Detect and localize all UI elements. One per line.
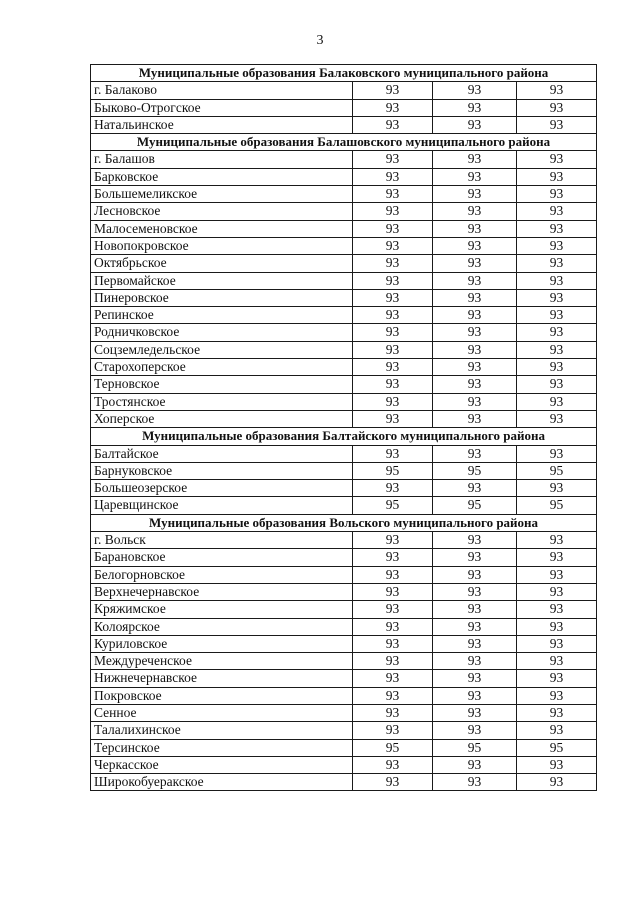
value-cell-1: 93 — [353, 445, 433, 462]
value-cell-3: 93 — [517, 549, 597, 566]
table-row — [91, 687, 597, 704]
municipality-name: Натальинское — [91, 116, 353, 133]
table-row — [91, 99, 597, 116]
municipality-name: Терновское — [91, 376, 353, 393]
table-row — [91, 359, 597, 376]
table-row — [91, 186, 597, 203]
table-row — [91, 168, 597, 185]
value-cell-2: 93 — [433, 359, 517, 376]
value-cell-1: 93 — [353, 237, 433, 254]
value-cell-1: 93 — [353, 186, 433, 203]
value-cell-2: 93 — [433, 255, 517, 272]
value-cell-3: 93 — [517, 393, 597, 410]
municipality-name: Соцземледельское — [91, 341, 353, 358]
value-cell-2: 93 — [433, 341, 517, 358]
value-cell-3: 93 — [517, 601, 597, 618]
table-row — [91, 583, 597, 600]
value-cell-2: 93 — [433, 307, 517, 324]
value-cell-3: 93 — [517, 82, 597, 99]
table-row — [91, 774, 597, 791]
municipality-name: Старохоперское — [91, 359, 353, 376]
value-cell-1: 93 — [353, 774, 433, 791]
value-cell-1: 93 — [353, 549, 433, 566]
value-cell-1: 95 — [353, 739, 433, 756]
municipality-name: Покровское — [91, 687, 353, 704]
table-row — [91, 324, 597, 341]
value-cell-2: 93 — [433, 653, 517, 670]
value-cell-1: 93 — [353, 653, 433, 670]
value-cell-1: 93 — [353, 566, 433, 583]
value-cell-3: 93 — [517, 410, 597, 427]
table-row — [91, 272, 597, 289]
value-cell-2: 95 — [433, 462, 517, 479]
value-cell-2: 93 — [433, 237, 517, 254]
value-cell-1: 93 — [353, 203, 433, 220]
value-cell-2: 93 — [433, 289, 517, 306]
municipality-name: Быково-Отрогское — [91, 99, 353, 116]
value-cell-2: 93 — [433, 566, 517, 583]
section-title: Муниципальные образования Балашовского муниципального района — [91, 134, 597, 151]
value-cell-3: 93 — [517, 756, 597, 773]
municipality-name: Черкасское — [91, 756, 353, 773]
value-cell-2: 93 — [433, 445, 517, 462]
value-cell-2: 93 — [433, 186, 517, 203]
table-row — [91, 220, 597, 237]
table-row — [91, 116, 597, 133]
value-cell-3: 93 — [517, 618, 597, 635]
value-cell-3: 93 — [517, 203, 597, 220]
municipality-name: Белогорновское — [91, 566, 353, 583]
municipality-name: Широкобуеракское — [91, 774, 353, 791]
table-row — [91, 670, 597, 687]
table-row — [91, 255, 597, 272]
value-cell-3: 93 — [517, 220, 597, 237]
value-cell-2: 95 — [433, 497, 517, 514]
municipality-name: Барнуковское — [91, 462, 353, 479]
value-cell-1: 93 — [353, 168, 433, 185]
value-cell-1: 93 — [353, 324, 433, 341]
value-cell-2: 93 — [433, 480, 517, 497]
municipality-name: Талалихинское — [91, 722, 353, 739]
value-cell-3: 93 — [517, 653, 597, 670]
value-cell-1: 93 — [353, 480, 433, 497]
municipality-name: Репинское — [91, 307, 353, 324]
value-cell-2: 93 — [433, 393, 517, 410]
value-cell-2: 93 — [433, 704, 517, 721]
section-header-row — [91, 65, 597, 82]
municipality-name: Балтайское — [91, 445, 353, 462]
municipality-name: Междуреченское — [91, 653, 353, 670]
section-header-row — [91, 514, 597, 531]
value-cell-3: 93 — [517, 237, 597, 254]
table-row — [91, 635, 597, 652]
value-cell-1: 93 — [353, 756, 433, 773]
value-cell-3: 93 — [517, 255, 597, 272]
table-row — [91, 393, 597, 410]
value-cell-3: 95 — [517, 497, 597, 514]
value-cell-2: 93 — [433, 272, 517, 289]
table-row — [91, 307, 597, 324]
table-row — [91, 151, 597, 168]
table-row — [91, 341, 597, 358]
value-cell-3: 95 — [517, 739, 597, 756]
value-cell-3: 93 — [517, 116, 597, 133]
value-cell-2: 93 — [433, 532, 517, 549]
table-row — [91, 480, 597, 497]
value-cell-1: 93 — [353, 722, 433, 739]
value-cell-2: 93 — [433, 410, 517, 427]
table-row — [91, 82, 597, 99]
value-cell-1: 95 — [353, 462, 433, 479]
value-cell-2: 93 — [433, 203, 517, 220]
value-cell-3: 95 — [517, 462, 597, 479]
table-row — [91, 445, 597, 462]
value-cell-3: 93 — [517, 151, 597, 168]
value-cell-1: 93 — [353, 289, 433, 306]
table-row — [91, 704, 597, 721]
table-row — [91, 618, 597, 635]
table-row — [91, 601, 597, 618]
table-row — [91, 376, 597, 393]
value-cell-1: 93 — [353, 220, 433, 237]
value-cell-3: 93 — [517, 376, 597, 393]
table-row — [91, 462, 597, 479]
value-cell-2: 93 — [433, 635, 517, 652]
value-cell-3: 93 — [517, 445, 597, 462]
value-cell-3: 93 — [517, 687, 597, 704]
section-header-row — [91, 134, 597, 151]
value-cell-2: 93 — [433, 756, 517, 773]
municipality-name: г. Вольск — [91, 532, 353, 549]
value-cell-2: 93 — [433, 168, 517, 185]
municipality-name: г. Балашов — [91, 151, 353, 168]
municipality-name: Царевщинское — [91, 497, 353, 514]
municipality-name: Лесновское — [91, 203, 353, 220]
municipality-name: г. Балаково — [91, 82, 353, 99]
value-cell-3: 93 — [517, 307, 597, 324]
municipality-name: Куриловское — [91, 635, 353, 652]
table-row — [91, 653, 597, 670]
value-cell-2: 93 — [433, 583, 517, 600]
value-cell-2: 93 — [433, 687, 517, 704]
municipality-name: Кряжимское — [91, 601, 353, 618]
value-cell-2: 93 — [433, 151, 517, 168]
municipality-name: Хоперское — [91, 410, 353, 427]
municipality-name: Колоярское — [91, 618, 353, 635]
municipality-name: Сенное — [91, 704, 353, 721]
value-cell-1: 95 — [353, 497, 433, 514]
value-cell-1: 93 — [353, 532, 433, 549]
value-cell-3: 93 — [517, 359, 597, 376]
value-cell-2: 93 — [433, 618, 517, 635]
table-row — [91, 237, 597, 254]
value-cell-3: 93 — [517, 583, 597, 600]
value-cell-1: 93 — [353, 687, 433, 704]
municipality-name: Нижнечернавское — [91, 670, 353, 687]
municipality-name: Большемеликское — [91, 186, 353, 203]
table-row — [91, 203, 597, 220]
value-cell-3: 93 — [517, 670, 597, 687]
value-cell-3: 93 — [517, 324, 597, 341]
value-cell-2: 93 — [433, 99, 517, 116]
value-cell-1: 93 — [353, 151, 433, 168]
section-header-row — [91, 428, 597, 445]
table-row — [91, 410, 597, 427]
municipality-name: Барковское — [91, 168, 353, 185]
value-cell-3: 93 — [517, 532, 597, 549]
value-cell-2: 93 — [433, 549, 517, 566]
value-cell-3: 93 — [517, 635, 597, 652]
municipality-name: Большеозерское — [91, 480, 353, 497]
value-cell-3: 93 — [517, 722, 597, 739]
value-cell-2: 93 — [433, 220, 517, 237]
value-cell-2: 93 — [433, 601, 517, 618]
value-cell-1: 93 — [353, 635, 433, 652]
value-cell-1: 93 — [353, 359, 433, 376]
value-cell-1: 93 — [353, 255, 433, 272]
municipality-name: Первомайское — [91, 272, 353, 289]
municipality-name: Малосеменовское — [91, 220, 353, 237]
value-cell-2: 93 — [433, 722, 517, 739]
value-cell-3: 93 — [517, 774, 597, 791]
section-title: Муниципальные образования Вольского муниципального района — [91, 514, 597, 531]
value-cell-1: 93 — [353, 82, 433, 99]
municipality-name: Тростянское — [91, 393, 353, 410]
page-number: 3 — [316, 33, 324, 48]
value-cell-2: 93 — [433, 774, 517, 791]
value-cell-1: 93 — [353, 410, 433, 427]
value-cell-3: 93 — [517, 99, 597, 116]
value-cell-1: 93 — [353, 341, 433, 358]
value-cell-2: 93 — [433, 82, 517, 99]
table-row — [91, 566, 597, 583]
table-row — [91, 739, 597, 756]
table-row — [91, 289, 597, 306]
value-cell-1: 93 — [353, 376, 433, 393]
value-cell-3: 93 — [517, 272, 597, 289]
value-cell-3: 93 — [517, 289, 597, 306]
municipality-name: Новопокровское — [91, 237, 353, 254]
value-cell-1: 93 — [353, 601, 433, 618]
municipality-name: Родничковское — [91, 324, 353, 341]
table-row — [91, 756, 597, 773]
value-cell-3: 93 — [517, 168, 597, 185]
municipality-name: Октябрьское — [91, 255, 353, 272]
table-row — [91, 722, 597, 739]
value-cell-1: 93 — [353, 704, 433, 721]
value-cell-1: 93 — [353, 618, 433, 635]
value-cell-3: 93 — [517, 566, 597, 583]
table-body — [91, 65, 597, 791]
value-cell-1: 93 — [353, 670, 433, 687]
section-title: Муниципальные образования Балаковского муниципального района — [91, 65, 597, 82]
value-cell-1: 93 — [353, 583, 433, 600]
value-cell-2: 93 — [433, 376, 517, 393]
value-cell-3: 93 — [517, 186, 597, 203]
section-title: Муниципальные образования Балтайского муниципального района — [91, 428, 597, 445]
municipality-name: Барановское — [91, 549, 353, 566]
value-cell-3: 93 — [517, 704, 597, 721]
municipality-name: Терсинское — [91, 739, 353, 756]
value-cell-2: 93 — [433, 324, 517, 341]
municipality-name: Верхнечернавское — [91, 583, 353, 600]
table-row — [91, 549, 597, 566]
table-row — [91, 497, 597, 514]
municipal-table — [90, 64, 597, 791]
value-cell-1: 93 — [353, 99, 433, 116]
value-cell-2: 93 — [433, 670, 517, 687]
value-cell-3: 93 — [517, 480, 597, 497]
value-cell-2: 93 — [433, 116, 517, 133]
value-cell-2: 95 — [433, 739, 517, 756]
value-cell-1: 93 — [353, 272, 433, 289]
value-cell-1: 93 — [353, 116, 433, 133]
value-cell-3: 93 — [517, 341, 597, 358]
municipality-name: Пинеровское — [91, 289, 353, 306]
value-cell-1: 93 — [353, 393, 433, 410]
table-row — [91, 532, 597, 549]
value-cell-1: 93 — [353, 307, 433, 324]
